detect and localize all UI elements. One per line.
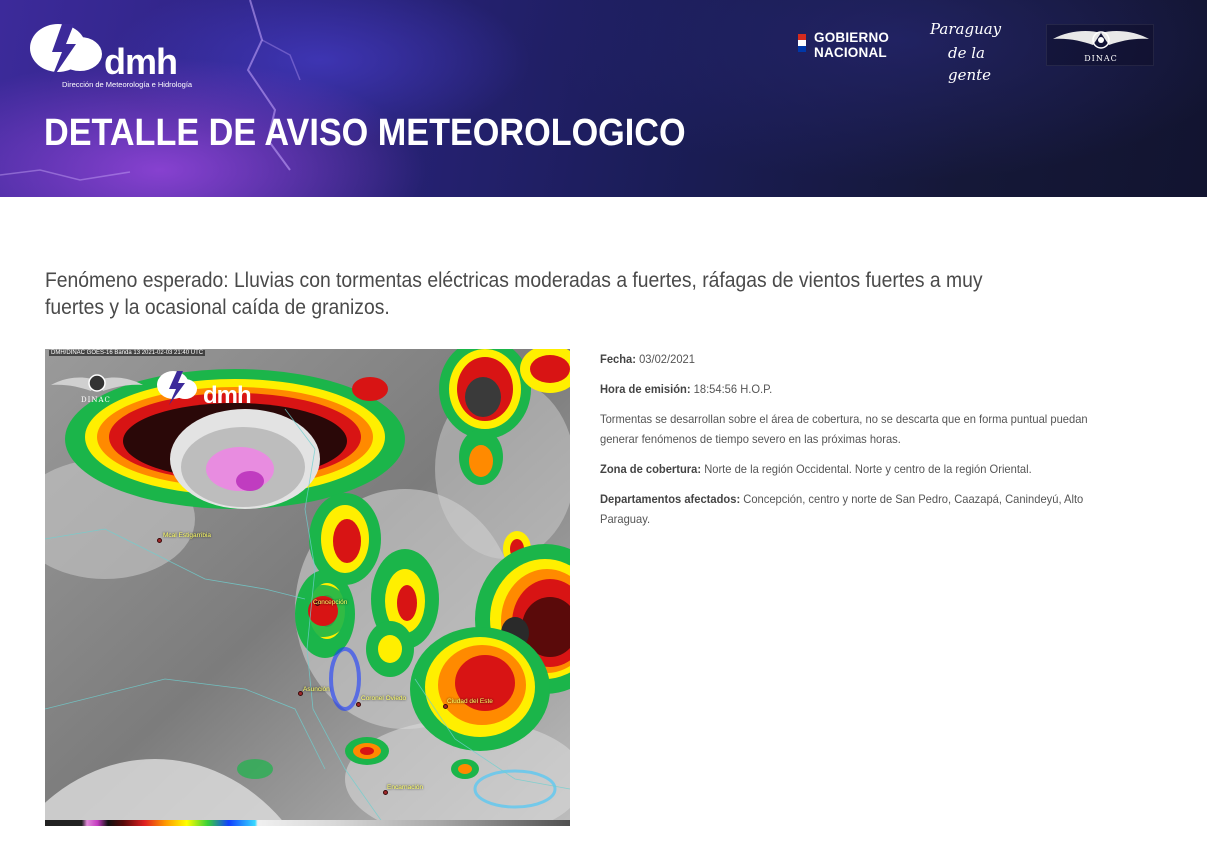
city-marker bbox=[157, 538, 162, 543]
page-title: DETALLE DE AVISO METEOROLOGICO bbox=[44, 112, 686, 154]
zona-row bbox=[600, 459, 1102, 479]
fecha-label: Fecha: bbox=[600, 352, 636, 366]
fecha-row bbox=[600, 349, 1102, 369]
dinac-text: DINAC bbox=[1084, 54, 1118, 63]
satellite-colorbar bbox=[45, 820, 570, 826]
hora-label: Hora de emisión: bbox=[600, 382, 691, 396]
dinac-logo[interactable] bbox=[1046, 24, 1154, 66]
logo-wordmark: dmh bbox=[104, 41, 177, 82]
gobierno-nacional-logo[interactable] bbox=[798, 30, 908, 62]
logo-subtitle: Dirección de Meteorología e Hidrología bbox=[62, 80, 193, 89]
city-label-encarnacion: Encarnación bbox=[387, 784, 424, 791]
dinac-wings-icon bbox=[1047, 25, 1155, 55]
hora-value: 18:54:56 H.O.P. bbox=[693, 382, 773, 396]
city-label-asuncion: Asunción bbox=[303, 686, 330, 693]
departamentos-value: Concepción, centro y norte de San Pedro, Caazapá, Canindeyú, Alto Paraguay. bbox=[600, 492, 1084, 526]
paraguay-flag-icon bbox=[798, 34, 806, 52]
de-la-gente-text: de la gente bbox=[948, 44, 992, 84]
satellite-dmh-wordmark: dmh bbox=[203, 382, 251, 409]
phenomenon-heading: Fenómeno esperado: Lluvias con tormentas eléctricas moderadas a fuertes, ráfagas de vientos fuertes a muy fuertes y la ocasional caída de granizos. bbox=[45, 269, 983, 319]
departamentos-label: Departamentos afectados: bbox=[600, 492, 741, 506]
alert-details bbox=[600, 349, 1102, 539]
alert-description: Tormentas se desarrollan sobre el área de cobertura, no se descarta que en forma puntual puedan generar fenómenos de tiempo severo en las próximas horas. bbox=[600, 412, 1088, 446]
paraguay-text: Paraguay bbox=[930, 20, 1002, 38]
fecha-value: 03/02/2021 bbox=[639, 352, 695, 366]
city-label-ciudad-del-este: Ciudad del Este bbox=[447, 698, 493, 705]
satellite-map-graphic bbox=[45, 349, 570, 826]
satellite-dinac-label: DINAC bbox=[81, 396, 111, 404]
city-label-coronel-oviedo: Coronel Oviedo bbox=[361, 695, 407, 702]
satellite-image[interactable] bbox=[45, 349, 570, 826]
paraguay-de-la-gente-logo[interactable] bbox=[930, 18, 1030, 84]
city-label-mcal-estigarribia: Mcal Estigarribia bbox=[163, 532, 212, 539]
dmh-logo[interactable] bbox=[28, 18, 198, 92]
zona-value: Norte de la región Occidental. Norte y centro de la región Oriental. bbox=[704, 462, 1032, 476]
city-label-concepcion: Concepción bbox=[313, 599, 348, 606]
departamentos-row bbox=[600, 489, 1102, 529]
hora-row bbox=[600, 379, 1102, 399]
city-marker bbox=[356, 702, 361, 707]
dmh-cloud-bolt-icon bbox=[28, 18, 108, 88]
gobierno-nacional-text: GOBIERNO NACIONAL bbox=[814, 30, 890, 60]
header-banner bbox=[0, 0, 1207, 197]
satellite-caption: DMH/DINAC GOES-16 Banda 13 2021-02-03 21:40 UTC bbox=[51, 350, 204, 356]
zona-label: Zona de cobertura: bbox=[600, 462, 702, 476]
